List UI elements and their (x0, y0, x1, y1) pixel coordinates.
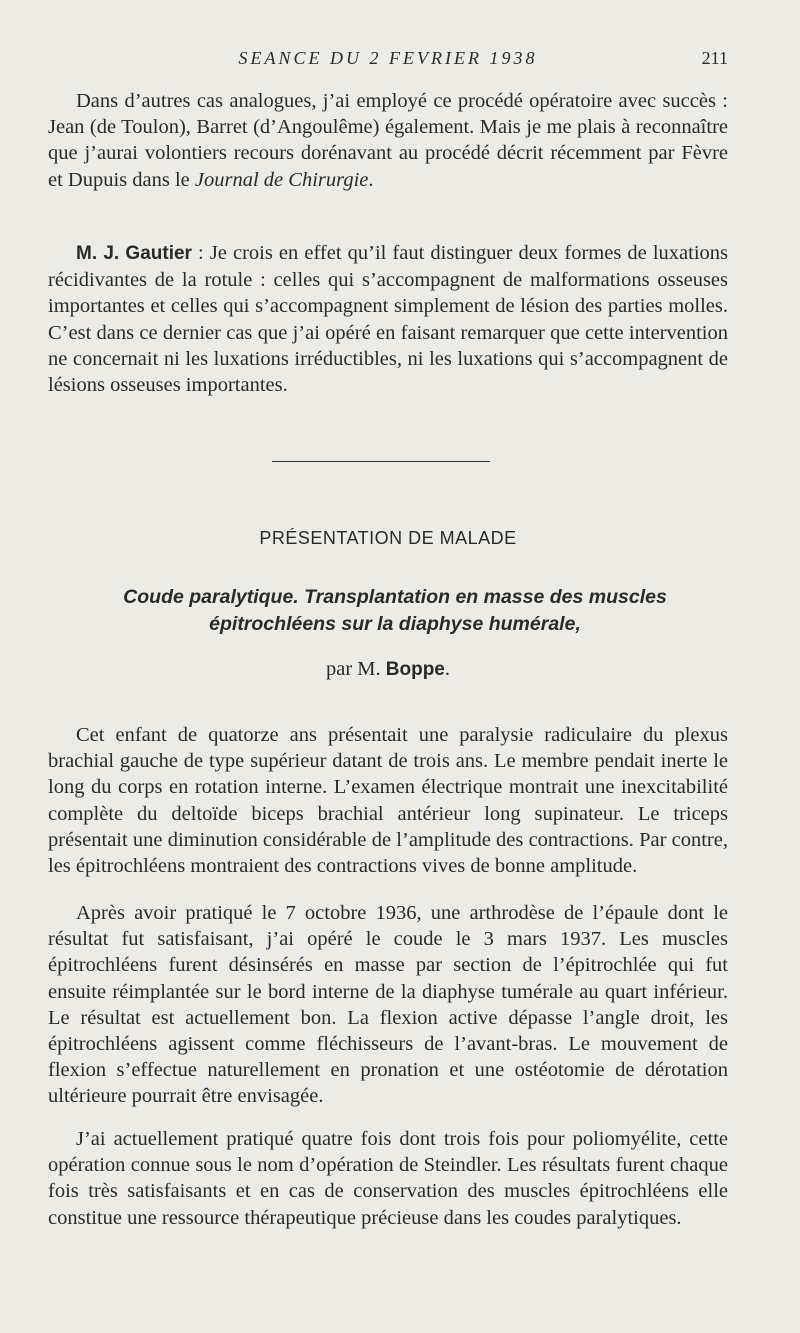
paragraph-text: : Je crois en effet qu’il faut distinguer deux formes de luxations récidivantes de la rotule : celles qui s’accompagnent de malformations osseuses importantes et celles qui s’accompagnent simplement de lésion des parties molles. C’est dans ce dernier cas que j’ai opéré en faisant remarquer que cette intervention ne concernait ni les luxations irréductibles, ni les luxations qui s’accompagnent de lésions osseuses importantes. (48, 242, 728, 397)
paragraph-text: Cet enfant de quatorze ans présentait une paralysie radiculaire du plexus brachial gauche de type supérieur datant de trois ans. Le membre pendait inerte le long du corps en rotation interne. L’examen électrique montrait une inexcitabilité complète du deltoïde biceps brachial antérieur long supinateur. Le triceps présentait une diminution considérable de l’amplitude des contractions. Par contre, les épitrochléens montraient des contractions vives de bonne amplitude. (48, 724, 728, 878)
paragraph-operation (48, 900, 728, 1110)
article-title (48, 584, 742, 638)
article-title-line: Coude paralytique. Transplantation en masse des muscles (123, 586, 667, 608)
running-head: SEANCE DU 2 FEVRIER 1938 (238, 48, 538, 68)
paragraph-end: . (368, 168, 374, 191)
paragraph-text: Après avoir pratiqué le 7 octobre 1936, une arthrodèse de l’épaule dont le résultat fut satisfaisant, j’ai opéré le coude le 3 mars 1937. Les muscles épitrochléens furent désinsérés en masse par section de l’épitrochlée qui fut ensuite réimplantée sur le bord interne de la diaphyse tumérale au quart inférieur. Le résultat est actuellement bon. La flexion active dépasse l’angle droit, les épitrochléens agissent comme fléchisseurs de l’avant-bras. Le mouvement de flexion s’effectue naturellement en pronation et une ostéotomie de dérotation ultérieure pourrait être envisagée. (48, 902, 728, 1108)
journal-name: Journal de Chirurgie (194, 168, 369, 191)
page-header (48, 46, 728, 72)
byline (48, 658, 728, 681)
speaker-name: M. J. Gautier (76, 243, 192, 264)
page-number: 211 (701, 48, 728, 68)
paragraph-text: Dans d’autres cas analogues, j’ai employé ce procédé opératoire avec succès : Jean (de Toulon), Barret (d’Angoulême) également. Mais je me plais à reconnaître que j’aurai volontiers recours dorénavant au procédé décrit récemment par Fèvre et Dupuis dans le (48, 90, 728, 191)
section-divider (272, 461, 490, 462)
section-title: PRÉSENTATION DE MALADE (259, 528, 517, 548)
byline-suffix: . (444, 658, 450, 680)
author-name: Boppe (385, 659, 445, 680)
byline-prefix: par M. (325, 658, 386, 680)
article-title-line: épitrochléens sur la diaphyse humérale, (209, 613, 581, 635)
paragraph-conclusion (48, 1126, 728, 1231)
paragraph-gautier (48, 240, 728, 398)
paragraph-case-description (48, 722, 728, 879)
paragraph-discussion-end (48, 88, 728, 193)
paragraph-text: J’ai actuellement pratiqué quatre fois dont trois fois pour poliomyélite, cette opération connue sous le nom d’opération de Steindler. Les résultats furent chaque fois très satisfaisants et en cas de conservation des muscles épitrochléens elle constitue une ressource thérapeutique précieuse dans les coudes paralytiques. (48, 1128, 728, 1229)
